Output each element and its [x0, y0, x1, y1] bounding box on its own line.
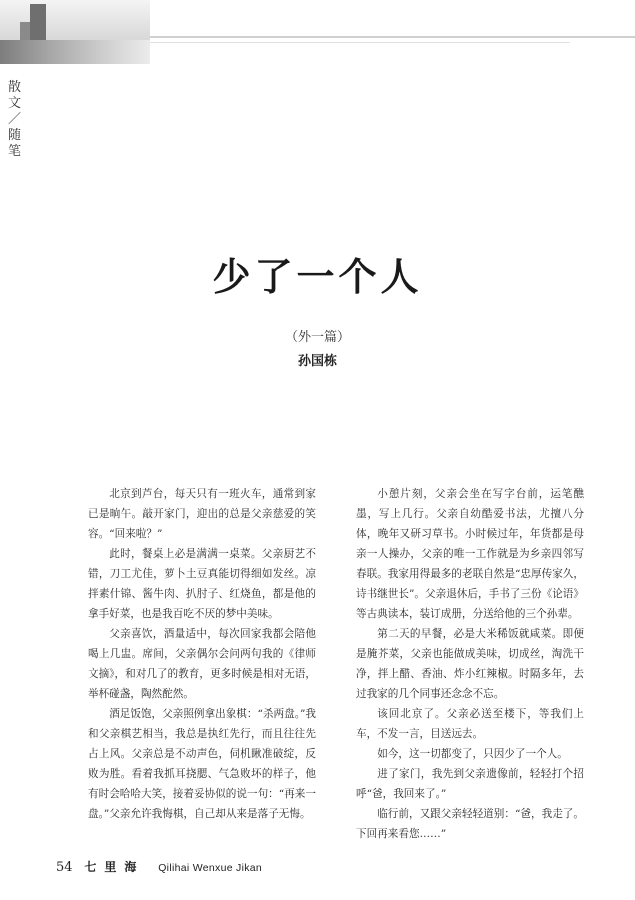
magazine-name-english: Qilihai Wenxue Jikan [158, 862, 263, 874]
section-label: 散文／随笔 [8, 80, 22, 159]
paragraph: 此时，餐桌上必是满满一桌菜。父亲厨艺不错，刀工尤佳，萝卜土豆真能切得细如发丝。凉拌素什锦、酱牛肉、扒肘子、红烧鱼，都是他的拿手好菜，也是我百吃不厌的梦中美味。 [88, 548, 316, 620]
article-title: 少了一个人 [212, 255, 423, 299]
article-subtitle: （外一篇） [284, 330, 350, 345]
header-photo [0, 0, 150, 64]
right-column [356, 484, 584, 844]
paragraph: 临行前，又跟父亲轻轻道别：“爸，我走了。下回再来看您……” [356, 808, 584, 840]
paragraph: 酒足饭饱，父亲照例拿出象棋：“杀两盘。”我和父亲棋艺相当，我总是执红先行，而且往往先占上风。父亲总是不动声色，伺机瞅准破绽，反败为胜。看着我抓耳挠腮、气急败坏的样子，他有时会哈哈大笑，接着妥协似的说一句：“再来一盘。”父亲允许我悔棋，自己却从来是落子无悔。 [88, 708, 316, 820]
paragraph: 该回北京了。父亲必送至楼下，等我们上车，不发一言，目送远去。 [356, 708, 584, 740]
header-photo-landscape [0, 40, 150, 64]
paragraph: 北京到芦台，每天只有一班火车，通常到家已是晌午。敲开家门，迎出的总是父亲慈爱的笑容。“回来啦？” [88, 488, 316, 540]
article-author: 孙国栋 [297, 354, 337, 369]
paragraph: 父亲喜饮，酒量适中，每次回家我都会陪他喝上几盅。席间，父亲偶尔会问两句我的《律师文摘》，和对几了的教育，更多时候是相对无语，举杯碰盏，陶然酡然。 [88, 628, 316, 700]
paragraph: 进了家门，我先到父亲遗像前，轻轻打个招呼“爸，我回来了。” [356, 768, 584, 800]
header-rule-thin [150, 42, 570, 43]
page-footer [56, 858, 262, 875]
left-column [88, 484, 316, 824]
paragraph: 如今，这一切都变了，只因少了一个人。 [377, 748, 568, 760]
paragraph: 小憩片刻，父亲会坐在写字台前，运笔醮墨，写上几行。父亲自幼酷爱书法，尤擅八分体，晚年又研习草书。小时候过年，年货都是母亲一人操办，父亲的唯一工作就是为乡亲四邻写春联。我家用得最多的老联自然是“忠厚传家久，诗书继世长”。父亲退休后，手书了三份《论语》等古典读本，装订成册，分送给他的三个孙辈。 [356, 488, 584, 620]
page-number: 54 [56, 860, 73, 875]
header-photo-tower [30, 4, 46, 42]
paragraph: 第二天的早餐，必是大米稀饭就咸菜。即便是腌芥菜，父亲也能做成美味，切成丝，淘洗干净，拌上醋、香油、炸小红辣椒。时隔多年，去过我家的几个同事还念念不忘。 [356, 628, 584, 700]
header-rule [150, 36, 635, 38]
magazine-name: 七里海 [84, 860, 145, 874]
